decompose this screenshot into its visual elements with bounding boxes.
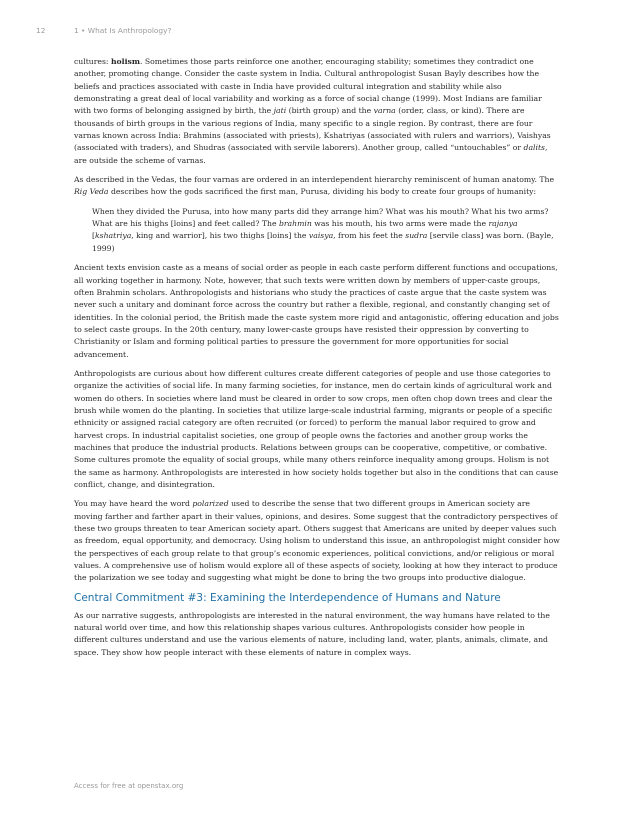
text-run: (order, class, or kind). There are thousands of birth groups in the various regions of India, many specific to a single region. By contrast, there are four varnas known across India: Brahmins (associated with priests), Kshatriyas (associated with rulers and warriors), Vaishyas (associated with traders), and Shudras (associated with servile laborers). Another group, called “untouchables” or [74, 106, 551, 153]
text-run: used to describe the sense that two different groups in American society are moving farther and farther apart in their values, opinions, and desires. Some suggest that the contradictory perspectives of these two groups threaten to tear American society apart. Others suggest that Americans are united by deeper values such as freedom, equal opportunity, and democracy. Using holism to understand this issue, an anthropologist might consider how the perspectives of each group relate to that group’s economic experiences, political convictions, and/or religious or moral values. A comprehensive use of holism would explore all of these aspects of society, looking at how they interact to produce the polarization we see today and suggesting what might be done to bring the two groups into productive dialogue. [74, 499, 560, 583]
paragraph: Anthropologists are curious about how different cultures create different categories of people and use those categories to organize the activities of social life. In many farming societies, for instance, men do certain kinds of agricultural work and women do others. In societies where land must be cleared in order to sow crops, men often chop down trees and clear the brush while women do the planting. In societies that utilize large-scale industrial farming, migrants or people of a specific ethnicity or assigned racial category are often recruited (or forced) to perform the manual labor required to grow and harvest crops. In industrial capitalist societies, one group of people owns the factories and another group works the machines that produce the industrial products. Relations between groups can be cooperative, competitive, or combative. Some cultures promote the equality of social groups, while many others reinforce inequality among groups. Holism is not the same as harmony. Anthropologists are interested in how society holds together but also in the conditions that can cause conflict, change, and disintegration. [74, 368, 559, 489]
text-run: . Sometimes those parts reinforce one another, encouraging stability; sometimes they contradict one another, promoting change. Consider the caste system in India. Cultural anthropologist Susan Bayly describes how the beliefs and practices associated with caste in India have provided cultural integration and stability while also demonstrating a great deal of local variability and working as a force of social change (1999). Most Indians are familiar with two forms of belonging assigned by birth, the [74, 57, 542, 116]
section-heading: Central Commitment #3: Examining the Interdependence of Humans and Nature [74, 591, 501, 604]
paragraph [74, 498, 560, 584]
page-footer: Access for free at openstax.org [74, 782, 184, 790]
text-run: cultures: [74, 57, 111, 66]
block-quote [92, 206, 560, 255]
page-number: 12 [36, 26, 46, 35]
italic-term: vaisya [308, 231, 334, 241]
italic-term: dalits [523, 143, 545, 153]
page-header [36, 26, 594, 35]
text-run: As described in the Vedas, the four varnas are ordered in an interdependent hierarchy reminiscent of human anatomy. The [74, 175, 555, 185]
italic-term: brahmin [278, 219, 312, 229]
text-run: (birth group) and the [286, 106, 374, 116]
text-run: When they divided the Purusa, into how many parts did they arrange him? What was his mouth? What his two arms? What are his thighs [loins] and feet called? The [92, 206, 549, 229]
italic-term: rajanya [488, 219, 518, 229]
page-body [74, 56, 560, 666]
italic-term: varna [373, 106, 396, 116]
text-run: , from his feet the [333, 231, 406, 241]
paragraph [74, 174, 560, 199]
italic-term: polarized [192, 499, 229, 509]
text-run: was his mouth, his two arms were made the [311, 219, 489, 229]
paragraph [74, 56, 560, 167]
text-run: [ [92, 231, 95, 241]
text-run: describes how the gods sacrificed the first man, Purusa, dividing his body to create four groups of humanity: [108, 187, 537, 197]
text-run: , are outside the scheme of varnas. [74, 143, 548, 165]
paragraph: Ancient texts envision caste as a means of social order as people in each caste perform different functions and occupations, all working together in harmony. Note, however, that such texts were written down by members of upper-caste groups, often Brahmin scholars. Anthropologists and historians who study the practices of caste argue that the caste system was never such a unitary and dominant force across the country but rather a flexible, regional, and constantly changing set of identities. In the colonial period, the British made the caste system more rigid and antagonistic, offering education and jobs to select caste groups. In the 20th century, many lower-caste groups have resisted their oppression by converting to Christianity or Islam and forming political parties to pressure the government for more opportunities for social advancement. [74, 263, 559, 359]
text-run: , king and warrior], his two thighs [loins] the [131, 231, 309, 241]
italic-term: Rig Veda [74, 187, 109, 197]
chapter-title: 1 • What Is Anthropology? [74, 26, 172, 35]
italic-term: sudra [405, 231, 428, 241]
italic-term: jati [273, 106, 287, 116]
key-term: holism [110, 57, 140, 66]
text-run: You may have heard the word [74, 499, 193, 509]
text-run: [servile class] was born. (Bayle, 1999) [92, 231, 554, 253]
paragraph: As our narrative suggests, anthropologists are interested in the natural environment, the way humans have related to the natural world over time, and how this relationship shapes various cultures. Anthropologists consider how people in different cultures understand and use the various elements of nature, including land, water, plants, animals, climate, and space. They show how people interact with these elements of nature in complex ways. [74, 610, 550, 657]
italic-term: kshatriya [95, 231, 132, 241]
